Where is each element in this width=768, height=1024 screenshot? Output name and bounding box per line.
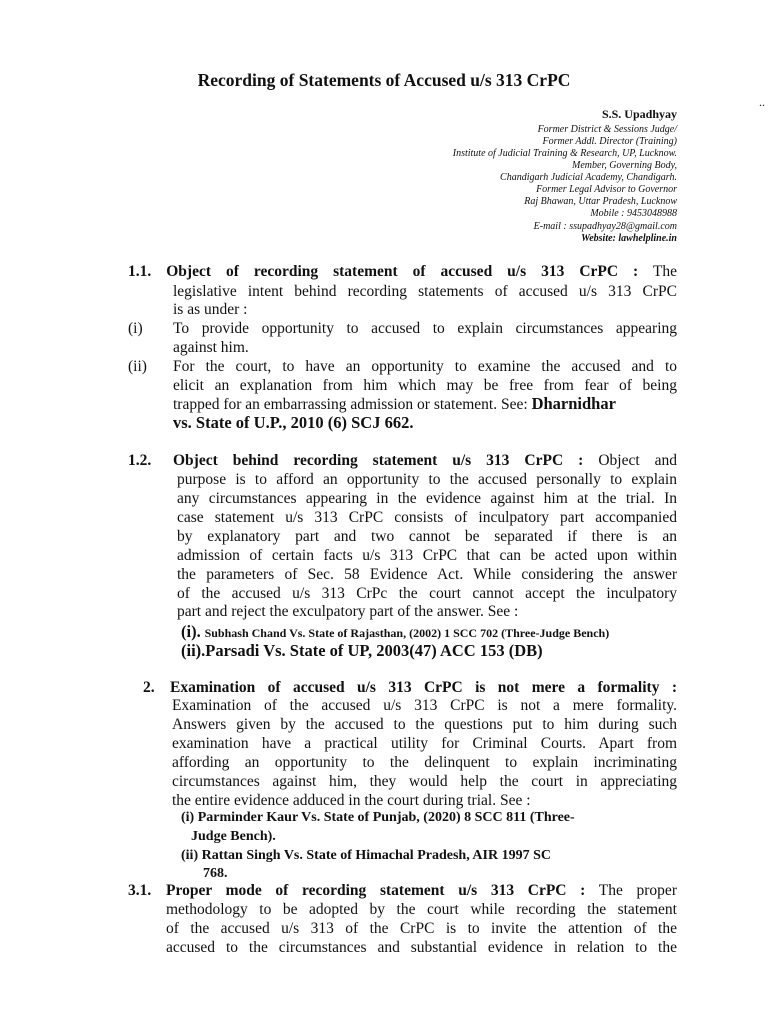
citation: (ii).Parsadi Vs. State of UP, 2003(47) ACC 153 (DB) bbox=[181, 641, 543, 660]
heading-text: Object of recording statement of accused u/s 313 CrPC : bbox=[166, 263, 639, 280]
paragraph-line: case statement u/s 313 CrPC consists of inculpatory part accompanied bbox=[177, 509, 677, 526]
paragraph-line: legislative intent behind recording statements of accused u/s 313 CrPC bbox=[173, 283, 677, 300]
section-1-2-heading bbox=[173, 451, 677, 471]
section-number: 1.1. bbox=[128, 263, 152, 280]
heading-tail: Object and bbox=[598, 452, 677, 469]
list-number: (i) bbox=[128, 320, 143, 337]
paragraph-line: accused to the circumstances and substantial evidence in relation to the bbox=[166, 939, 677, 956]
paragraph-line: the parameters of Sec. 58 Evidence Act. While considering the answer bbox=[177, 566, 677, 583]
citation bbox=[181, 622, 609, 643]
paragraph-line: of the accused u/s 313 of the CrPC is to invite the attention of the bbox=[166, 920, 677, 937]
section-number: 1.2. bbox=[128, 452, 152, 469]
paragraph-line: circumstances against him, they would help the court in appreciating bbox=[172, 773, 677, 790]
paragraph-line: any circumstances appearing in the evidence against him at the trial. In bbox=[177, 490, 677, 507]
citation: 768. bbox=[203, 866, 228, 881]
paragraph-line: against him. bbox=[173, 339, 249, 356]
author-line: Former District & Sessions Judge/ bbox=[537, 124, 677, 135]
paragraph-line: of the accused u/s 313 CrPc the court cannot accept the inculpatory bbox=[177, 585, 677, 602]
author-line: Institute of Judicial Training & Research, UP, Lucknow. bbox=[452, 148, 677, 159]
paragraph-line: methodology to be adopted by the court while recording the statement bbox=[166, 901, 677, 918]
author-website: Website: lawhelpline.in bbox=[581, 233, 677, 244]
paragraph-line: Answers given by the accused to the questions put to him during such bbox=[172, 716, 677, 733]
section-2-heading: Examination of accused u/s 313 CrPC is not mere a formality : bbox=[170, 679, 677, 696]
paragraph-line: admission of certain facts u/s 313 CrPC that can be acted upon within bbox=[177, 547, 677, 564]
paragraph-line: To provide opportunity to accused to explain circumstances appearing bbox=[173, 320, 677, 337]
section-1-1-heading bbox=[128, 262, 677, 282]
paragraph-line: Examination of the accused u/s 313 CrPC is not a mere formality. bbox=[172, 697, 677, 714]
paragraph-line: examination have a practical utility for Criminal Courts. Apart from bbox=[172, 735, 677, 752]
corner-mark: .. bbox=[759, 95, 765, 109]
heading-text: Object behind recording statement u/s 313 CrPC : bbox=[173, 452, 584, 469]
author-mobile: Mobile : 9453048988 bbox=[590, 208, 677, 219]
author-line: Member, Governing Body, bbox=[572, 160, 677, 171]
section-3-1-heading bbox=[166, 881, 677, 901]
paragraph-line: purpose is to afford an opportunity to the accused personally to explain bbox=[177, 471, 677, 488]
author-line: Former Legal Advisor to Governor bbox=[536, 184, 677, 195]
citation: vs. State of U.P., 2010 (6) SCJ 662. bbox=[173, 413, 414, 432]
document-title: Recording of Statements of Accused u/s 313 CrPC bbox=[197, 70, 571, 90]
heading-text: Proper mode of recording statement u/s 313 CrPC : bbox=[166, 882, 586, 899]
paragraph-line: affording an opportunity to the delinquent to explain incriminating bbox=[172, 754, 677, 771]
section-number: 2. bbox=[143, 679, 155, 696]
heading-tail: The bbox=[652, 263, 677, 280]
section-number: 3.1. bbox=[128, 882, 152, 899]
list-number: (ii) bbox=[128, 358, 147, 375]
citation-text: Subhash Chand Vs. State of Rajasthan, (2002) 1 SCC 702 (Three-Judge Bench) bbox=[204, 626, 610, 640]
author-line: Raj Bhawan, Uttar Pradesh, Lucknow bbox=[524, 196, 677, 207]
paragraph-line: is as under : bbox=[173, 301, 248, 318]
paragraph-line bbox=[173, 394, 677, 415]
author-name: S.S. Upadhyay bbox=[601, 107, 677, 121]
citation: (ii) Rattan Singh Vs. State of Himachal Pradesh, AIR 1997 SC bbox=[181, 848, 551, 863]
paragraph-line: elicit an explanation from him which may be free from fear of being bbox=[173, 377, 677, 394]
author-line: Chandigarh Judicial Academy, Chandigarh. bbox=[500, 172, 677, 183]
paragraph-line: For the court, to have an opportunity to examine the accused and to bbox=[173, 358, 677, 375]
author-email: E-mail : ssupadhyay28@gmail.com bbox=[533, 221, 677, 232]
citation: Judge Bench). bbox=[191, 829, 276, 844]
citation-number: (i). bbox=[181, 622, 201, 641]
heading-tail: The proper bbox=[598, 882, 677, 899]
paragraph-line: by explanatory part and two cannot be separated if there is an bbox=[177, 528, 677, 545]
citation: Dharnidhar bbox=[531, 394, 616, 413]
line-text: trapped for an embarrassing admission or statement. See: bbox=[173, 396, 528, 413]
author-line: Former Addl. Director (Training) bbox=[542, 136, 677, 147]
paragraph-line: part and reject the exculpatory part of the answer. See : bbox=[177, 603, 519, 620]
paragraph-line: the entire evidence adduced in the court during trial. See : bbox=[172, 792, 531, 809]
citation: (i) Parminder Kaur Vs. State of Punjab, (2020) 8 SCC 811 (Three- bbox=[181, 810, 575, 825]
